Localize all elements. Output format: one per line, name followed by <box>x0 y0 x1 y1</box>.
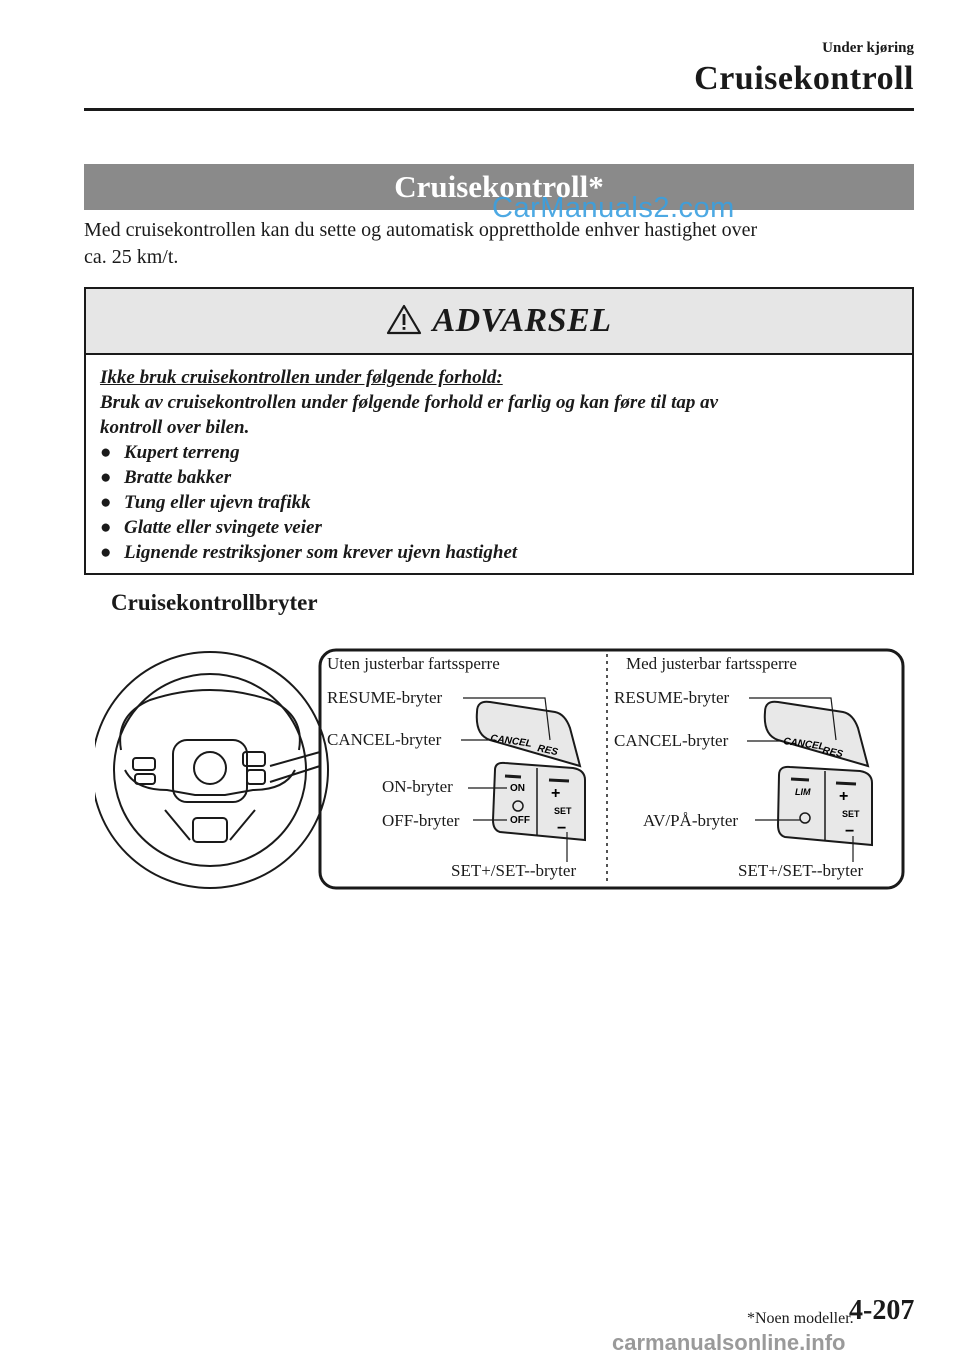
bullet-icon: ● <box>100 467 112 488</box>
list-item: ● Bratte bakker <box>100 467 232 488</box>
switch-illustration <box>95 640 910 895</box>
steering-wheel-icon <box>95 652 328 888</box>
right-resume-label: RESUME-bryter <box>614 688 730 707</box>
left-set-text: SET <box>554 806 572 816</box>
warning-triangle-icon <box>386 303 422 340</box>
right-set-text: SET <box>842 809 860 819</box>
watermark-bottom: carmanualsonline.info <box>612 1330 846 1355</box>
warning-text-2: kontroll over bilen. <box>100 417 250 438</box>
left-panel-title: Uten justerbar fartssperre <box>327 654 500 673</box>
warning-list <box>100 440 898 565</box>
list-item: ● Lignende restriksjoner som krever ujevn hastighet <box>100 542 518 563</box>
figure-heading: Cruisekontrollbryter <box>111 590 318 615</box>
left-off-text: OFF <box>510 815 530 826</box>
bullet-icon: ● <box>100 442 112 463</box>
list-item: ● Kupert terreng <box>100 442 240 463</box>
footnote: *Noen modeller. <box>747 1310 854 1327</box>
left-cancel-label: CANCEL-bryter <box>327 730 442 749</box>
left-set-label: SET+/SET--bryter <box>451 861 577 880</box>
left-cancel-res-switch <box>477 702 580 766</box>
warning-body <box>86 355 912 575</box>
right-set-label: SET+/SET--bryter <box>738 861 864 880</box>
left-on-label: ON-bryter <box>382 777 453 796</box>
list-item: ● Tung eller ujevn trafikk <box>100 492 311 513</box>
warning-title: ADVARSEL <box>432 302 612 339</box>
bullet-icon: ● <box>100 492 112 513</box>
right-lim-text: LIM <box>795 787 811 797</box>
intro-line-2: ca. 25 km/t. <box>84 246 179 268</box>
left-cancel-text: CANCEL <box>489 733 533 750</box>
right-panel-title: Med justerbar fartssperre <box>626 654 797 673</box>
bullet-icon: ● <box>100 542 112 563</box>
header-rule <box>84 108 914 111</box>
warning-heading: Ikke bruk cruisekontrollen under følgende forhold: <box>100 367 503 388</box>
right-res-text: RES <box>821 745 844 761</box>
left-plus-text: + <box>551 785 561 802</box>
header-chapter: Cruisekontroll <box>694 60 914 97</box>
left-on-off-set-switch <box>493 763 585 840</box>
page-number: 4-207 <box>849 1295 915 1326</box>
intro-line-1: Med cruisekontrollen kan du sette og automatisk opprettholde enhver hastighet over <box>84 219 758 241</box>
left-res-text: RES <box>536 743 559 759</box>
header-section: Under kjøring <box>822 40 914 56</box>
right-plus-text: + <box>839 788 849 805</box>
list-item: ● Glatte eller svingete veier <box>100 517 322 538</box>
right-lim-set-switch <box>778 767 872 845</box>
left-off-label: OFF-bryter <box>382 811 460 830</box>
warning-text-1: Bruk av cruisekontrollen under følgende forhold er farlig og kan føre til tap av <box>100 392 719 413</box>
right-cancel-label: CANCEL-bryter <box>614 731 729 750</box>
section-title: Cruisekontroll* <box>394 169 604 204</box>
right-minus-text: − <box>845 823 855 840</box>
intro-text <box>84 217 884 271</box>
watermark-top: CarManuals2.com <box>492 192 735 224</box>
left-minus-text: − <box>557 820 567 837</box>
warning-header <box>86 289 912 355</box>
right-cancel-text: CANCEL <box>782 736 826 753</box>
left-resume-label: RESUME-bryter <box>327 688 443 707</box>
bullet-icon: ● <box>100 517 112 538</box>
left-on-text: ON <box>510 783 525 794</box>
switch-figure <box>95 640 910 895</box>
right-cancel-res-switch <box>765 702 868 766</box>
warning-box <box>84 287 914 575</box>
right-av-pa-label: AV/PÅ-bryter <box>643 811 739 830</box>
